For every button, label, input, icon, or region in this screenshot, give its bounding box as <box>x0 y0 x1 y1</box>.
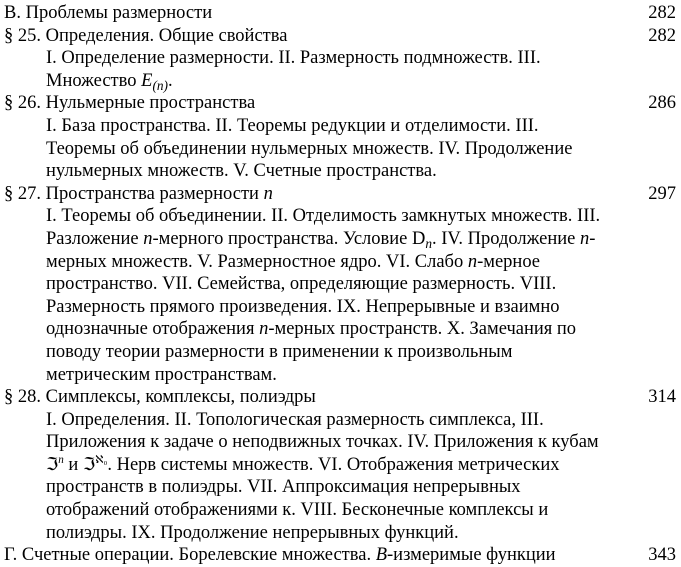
section-28-line-3: ℑ$^n$ и ℑ$^{ℵ_0}$. Нерв системы множеств. VI. Отображения метрических <box>46 453 560 475</box>
section-28-line-6: полиэдры. IX. Продолжение непрерывных функций. <box>46 522 459 543</box>
section-26-line-1: I. База пространства. II. Теоремы редукции и отделимости. III. <box>46 115 539 136</box>
section-28-line-4: пространств в полиэдры. VII. Аппроксимация непрерывных <box>46 477 521 498</box>
part-g-page: 343 <box>648 545 676 566</box>
cube-symbol: ℑ <box>46 454 59 475</box>
part-g-title: Г. Счетные операции. Борелевские множества. B-измеримые функции <box>4 545 556 566</box>
section-25-line-2: Множество $E_{(n)}$. <box>46 70 173 93</box>
hilbert-cube-symbol: ℑ <box>82 454 96 475</box>
toc-section-28 <box>4 386 678 544</box>
section-27-line-4: пространство. VII. Семейства, определяющие размерность. VIII. <box>46 274 557 295</box>
section-25-line-1: I. Определение размерности. II. Размерность подмножеств. III. <box>46 48 541 69</box>
section-26-page: 286 <box>648 93 676 114</box>
toc-section-27 <box>4 183 678 386</box>
section-27-page: 297 <box>648 183 676 204</box>
section-27-line-5: Размерность прямого произведения. IX. Непрерывные и взаимно <box>46 296 560 317</box>
section-26-description <box>4 115 678 183</box>
section-26-line-3: нульмерных множеств. V. Счетные пространства. <box>46 161 437 182</box>
section-27-line-6: однозначные отображения n-мерных пространств. X. Замечания по <box>46 319 577 340</box>
toc-part-g <box>4 544 678 567</box>
toc-part-b <box>4 2 678 25</box>
section-28-title: § 28. Симплексы, комплексы, полиэдры <box>4 387 316 408</box>
part-b-page: 282 <box>648 3 676 23</box>
part-b-title: В. Проблемы размерности <box>4 3 213 23</box>
section-28-description <box>4 409 678 545</box>
section-27-line-1: I. Теоремы об объединении. II. Отделимость замкнутых множеств. III. <box>46 206 601 227</box>
section-25-description <box>4 47 678 92</box>
section-28-page: 314 <box>648 387 676 408</box>
toc-section-25 <box>4 25 678 93</box>
section-27-line-2: Разложение n-мерного пространства. Условие $D_n$. IV. Продолжение n- <box>46 228 596 251</box>
section-28-line-5: отображений отображениями к. VIII. Бесконечные комплексы и <box>46 500 549 521</box>
section-26-line-2: Теоремы об объединении нульмерных множеств. IV. Продолжение <box>46 138 573 159</box>
table-of-contents <box>4 2 678 567</box>
toc-section-26 <box>4 92 678 182</box>
section-28-line-1: I. Определения. II. Топологическая размерность симплекса, III. <box>46 409 544 430</box>
section-28-line-2: Приложения к задаче о неподвижных точках. IV. Приложения к кубам <box>46 432 599 453</box>
section-27-line-7: поводу теории размерности в применении к произвольным <box>46 341 513 362</box>
section-27-line-3: мерных множеств. V. Размерностное ядро. VI. Слабо n-мерное <box>46 251 541 272</box>
section-27-title: § 27. Пространства размерности n <box>4 183 273 204</box>
section-25-page: 282 <box>648 25 676 46</box>
section-26-title: § 26. Нульмерные пространства <box>4 93 256 114</box>
section-27-line-8: метрическим пространствам. <box>46 364 277 385</box>
section-27-description <box>4 205 678 386</box>
section-25-title: § 25. Определения. Общие свойства <box>4 25 288 46</box>
